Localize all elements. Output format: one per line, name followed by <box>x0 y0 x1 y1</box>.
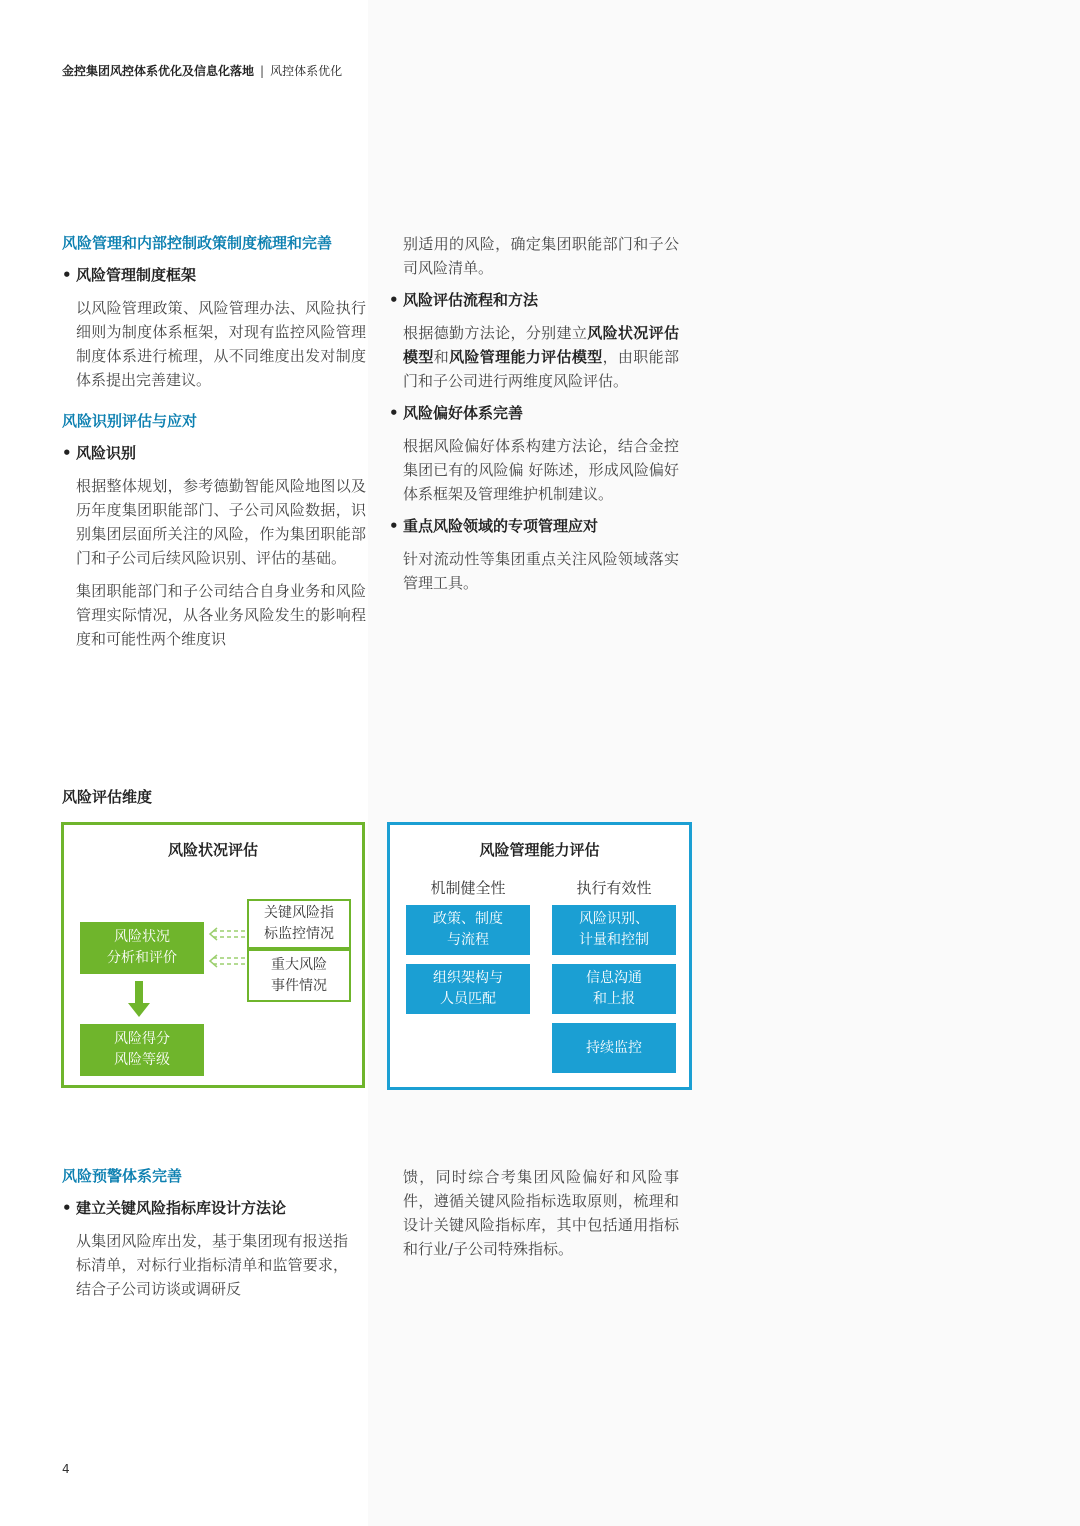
section-title-early-warning: 风险预警体系完善 <box>62 1167 183 1185</box>
left-column-top <box>62 232 366 660</box>
organization-staff-box: 组织架构与 人员匹配 <box>406 964 530 1014</box>
paragraph-framework: 以风险管理政策、风险管理办法、风险执行细则为制度体系框架，对现有监控风险管理制度体系进行梳理，从不同维度出发对制度体系提出完善建议。 <box>76 299 366 389</box>
paragraph-risk-appetite: 根据风险偏好体系构建方法论，结合金控集团已有的风险偏 好陈述，形成风险偏好体系框架及管理维护机制建议。 <box>403 437 679 503</box>
risk-status-assessment-box <box>61 822 365 1088</box>
down-arrow-head <box>128 1003 150 1017</box>
column-head-effectiveness: 执行有效性 <box>576 879 652 897</box>
paragraph-kri-library-continued: 馈，同时综合考集团风险偏好和风险事件，遵循关键风险指标选取原则，梳理和设计关键风险指标库，其中包括通用指标和行业/子公司特殊指标。 <box>403 1168 679 1258</box>
paragraph-kri-library: 从集团风险库出发，基于集团现有报送指标清单，对标行业指标清单和监管要求，结合子公司访谈或调研反 <box>76 1232 348 1298</box>
page-background-shade <box>368 0 1080 1526</box>
dashed-arrowhead-event <box>210 955 217 967</box>
bullet-risk-appetite: • 风险偏好体系完善 <box>389 402 679 424</box>
bullet-assessment-method: • 风险评估流程和方法 <box>389 289 679 311</box>
policy-process-box: 政策、制度 与流程 <box>406 905 530 955</box>
risk-status-title: 风险状况评估 <box>167 841 258 859</box>
dashed-arrow-event <box>212 958 245 964</box>
risk-capability-title: 风险管理能力评估 <box>479 841 600 859</box>
header-subtitle: 风控体系优化 <box>270 64 343 78</box>
dashed-arrowhead-kri <box>210 928 217 940</box>
risk-identify-control-box: 风险识别、 计量和控制 <box>552 905 676 955</box>
bullet-kri-library: • 建立关键风险指标库设计方法论 <box>62 1197 366 1219</box>
paragraph-key-risk-areas: 针对流动性等集团重点关注风险领域落实管理工具。 <box>403 550 679 592</box>
header-title: 金控集团风控体系优化及信息化落地 <box>62 64 255 78</box>
paragraph-identification: 根据整体规划，参考德勤智能风险地图以及历年度集团职能部门、子公司风险数据，识别集团层面所关注的风险，作为集团职能部门和子公司后续风险识别、评估的基础。 <box>76 477 366 567</box>
continuous-monitoring-box: 持续监控 <box>552 1023 676 1073</box>
assessment-model-capability: 风险管理能力评估模型 <box>449 348 603 366</box>
section-title-identification: 风险识别评估与应对 <box>62 412 198 430</box>
down-arrow-shaft <box>135 981 143 1005</box>
info-communication-box: 信息沟通 和上报 <box>552 964 676 1014</box>
risk-score-level-box: 风险得分 风险等级 <box>80 1024 204 1076</box>
paragraph-assessment-method <box>403 321 679 393</box>
paragraph-dimensions-continued: 别适用的风险，确定集团职能部门和子公司风险清单。 <box>403 235 679 277</box>
left-column-bottom <box>62 1165 366 1310</box>
column-head-mechanism: 机制健全性 <box>430 879 506 897</box>
bullet-key-risk-areas: • 重点风险领域的专项管理应对 <box>389 515 679 537</box>
risk-status-analysis-box: 风险状况 分析和评价 <box>80 922 204 974</box>
paragraph-dimensions: 集团职能部门和子公司结合自身业务和风险管理实际情况，从各业务风险发生的影响程度和可能性两个维度识 <box>76 582 366 648</box>
right-column-top <box>389 232 679 604</box>
page-number: 4 <box>62 1462 70 1476</box>
kri-monitoring-box: 关键风险指 标监控情况 <box>247 899 351 949</box>
bullet-framework: • 风险管理制度框架 <box>62 264 366 286</box>
figure-title: 风险评估维度 <box>62 788 153 806</box>
assessment-text-c: 和 <box>433 348 450 366</box>
header-separator: | <box>260 64 265 78</box>
assessment-text-e: ，由职能部门和子公司进行两维度风险评估。 <box>403 348 679 390</box>
bullet-identification: • 风险识别 <box>62 442 366 464</box>
risk-capability-assessment-box <box>387 822 692 1090</box>
assessment-text-a: 根据德勤方法论，分别建立 <box>403 324 588 342</box>
section-title-policy: 风险管理和内部控制政策制度梳理和完善 <box>62 234 333 252</box>
dashed-arrow-kri <box>212 931 245 937</box>
page-header <box>62 62 342 79</box>
assessment-model-status: 风险状况评估模型 <box>403 324 679 366</box>
right-column-bottom <box>389 1165 679 1270</box>
major-risk-event-box: 重大风险 事件情况 <box>247 949 351 1002</box>
